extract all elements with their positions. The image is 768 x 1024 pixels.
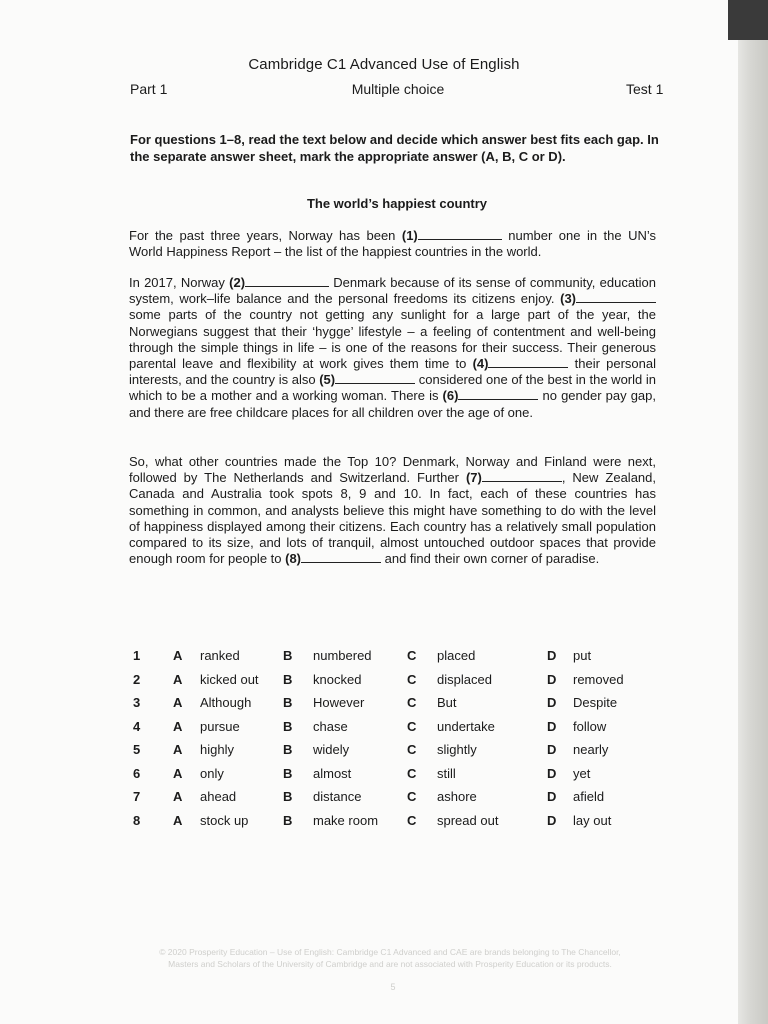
passage-paragraph-2 [129,275,656,421]
option-letter-c: C [407,812,417,828]
option-d: nearly [573,742,609,757]
option-letter-c: C [407,695,417,710]
option-letter-d: D [547,648,557,663]
question-number: 3 [133,695,141,710]
gap-label-7: (7) [465,470,482,486]
option-letter-b: B [283,812,293,828]
option-letter-a: A [173,648,183,663]
option-letter-b: B [283,765,293,781]
answer-row-8 [133,813,653,837]
gap-blank-7 [482,470,562,482]
passage-text: In 2017, Norway [129,275,230,290]
option-b: However [313,695,365,710]
option-letter-b: B [283,718,293,734]
option-letter-c: C [407,765,417,781]
page-number: 5 [390,982,396,992]
option-a: only [200,765,224,781]
option-c: still [437,765,456,781]
option-b: almost [313,765,352,781]
answer-row-1 [133,648,653,672]
option-letter-a: A [173,718,183,734]
passage-text: , New Zealand, Canada and Australia took spots 8, 9 and 10. In fact, each of these countries has something in common, and analysts believe this might have something to do with the level of happiness displayed among their citizens. Each country has a relatively small population compared to its size, and lots of tranquil, almost untouched outdoor spaces that provide enough room for people to [129,470,656,567]
page-corner-shadow [728,0,768,40]
option-c: undertake [437,718,495,734]
option-letter-d: D [547,789,557,804]
option-letter-d: D [547,671,557,687]
gap-label-2: (2) [229,275,246,290]
gap-label-6: (6) [442,388,459,404]
answer-row-2 [133,672,653,696]
option-letter-a: A [173,742,183,757]
option-letter-a: A [173,695,183,710]
passage-text: considered one of the best in the world in which to be a mother and a working woman. There is [129,372,657,404]
option-c: placed [437,648,476,663]
gap-blank-4 [488,356,568,368]
option-a: highly [200,742,234,757]
option-a: stock up [200,812,249,828]
gap-blank-3 [576,291,656,303]
option-d: Despite [573,695,618,710]
option-c: slightly [437,742,477,757]
gap-blank-6 [458,388,538,400]
gap-blank-5 [335,372,415,384]
gap-label-4: (4) [472,356,489,372]
option-c: spread out [437,812,499,828]
option-letter-b: B [283,695,293,710]
question-number: 4 [133,718,141,734]
option-c: displaced [437,671,492,687]
passage-text: So, what other countries made the Top 10? Denmark, Norway and Finland were next, followed by The Netherlands and Switzerland. Further [129,454,656,486]
option-letter-d: D [547,765,557,781]
option-letter-d: D [547,812,557,828]
question-number: 8 [133,812,141,828]
option-letter-b: B [283,671,293,687]
page-edge [738,0,768,1024]
gap-label-5: (5) [319,372,336,388]
copyright-line-2: Masters and Scholars of the University of Cambridge and are not associated with Prosperity Education or its products. [168,959,612,969]
option-letter-c: C [407,789,417,804]
passage-text: and find their own corner of paradise. [381,551,600,567]
option-letter-a: A [173,812,183,828]
option-b: distance [313,789,362,804]
text-title: The world’s happiest country [306,196,488,211]
gap-label-3: (3) [560,291,576,307]
option-a: ranked [200,648,240,663]
copyright-line-1: © 2020 Prosperity Education – Use of English: Cambridge C1 Advanced and CAE are brands belonging to The Chancellor, [159,947,621,957]
question-number: 6 [133,765,141,781]
option-d: put [573,648,592,663]
passage-paragraph-1 [129,228,656,260]
option-d: yet [573,765,591,781]
answer-row-6 [133,766,653,790]
option-d: removed [573,671,624,687]
option-letter-d: D [547,742,557,757]
passage-text: number one in the UN’s World Happiness Report – the list of the happiest countries in the world. [129,228,656,260]
option-b: widely [313,742,350,757]
option-c: ashore [437,789,477,804]
gap-label-8: (8) [285,551,301,567]
passage-text: Denmark because of its sense of community, education system, work–life balance and the personal freedoms its citizens enjoy. [129,275,657,307]
option-b: make room [313,812,379,828]
option-d: follow [573,718,607,734]
option-c: But [437,695,457,710]
option-letter-a: A [173,789,183,804]
answer-row-7 [133,789,653,813]
answer-row-3 [133,695,653,719]
option-letter-b: B [283,789,293,804]
option-letter-b: B [283,648,293,663]
option-letter-b: B [283,742,293,757]
gap-label-1: (1) [401,228,418,243]
option-a: ahead [200,789,237,804]
option-d: lay out [573,812,612,828]
option-letter-a: A [173,765,183,781]
instructions: For questions 1–8, read the text below and decide which answer best fits each gap. In the separate answer sheet, mark the appropriate answer (A, B, C or D). [130,132,659,164]
option-a: Although [200,695,252,710]
question-number: 5 [133,742,141,757]
answer-row-5 [133,742,653,766]
answer-options-table [133,648,653,836]
answer-row-4 [133,719,653,743]
passage-text: no gender pay gap, and there are free childcare places for all children over the age of one. [129,388,656,420]
option-letter-c: C [407,742,417,757]
section-subtitle: Multiple choice [351,81,445,97]
copyright-footer [100,946,680,970]
option-letter-a: A [173,671,183,687]
question-number: 1 [133,648,141,663]
option-letter-d: D [547,718,557,734]
option-letter-c: C [407,718,417,734]
option-b: numbered [313,648,372,663]
part-label: Part 1 [130,81,168,97]
option-letter-c: C [407,648,417,663]
option-a: kicked out [200,671,259,687]
exam-title: Cambridge C1 Advanced Use of English [248,56,520,73]
gap-blank-1 [418,228,502,240]
test-label: Test 1 [626,81,664,97]
option-b: chase [313,718,348,734]
option-b: knocked [313,671,362,687]
gap-blank-8 [301,551,381,563]
option-letter-d: D [547,695,557,710]
question-number: 2 [133,671,141,687]
passage-text: their personal interests, and the country is also [129,356,656,388]
passage-paragraph-3 [129,454,656,567]
passage-text: some parts of the country not getting any sunlight for a large part of the year, the Norwegians suggest that their ‘hygge’ lifestyle – a feeling of contentment and well-being through the simple things in life – is one of the reasons for their success. Their generous parental leave and flexibility at work gives them time to [129,307,656,372]
option-a: pursue [200,718,240,734]
option-letter-c: C [407,671,417,687]
question-number: 7 [133,789,141,804]
option-d: afield [573,789,605,804]
gap-blank-2 [245,275,329,287]
passage-text: For the past three years, Norway has been [129,228,402,243]
